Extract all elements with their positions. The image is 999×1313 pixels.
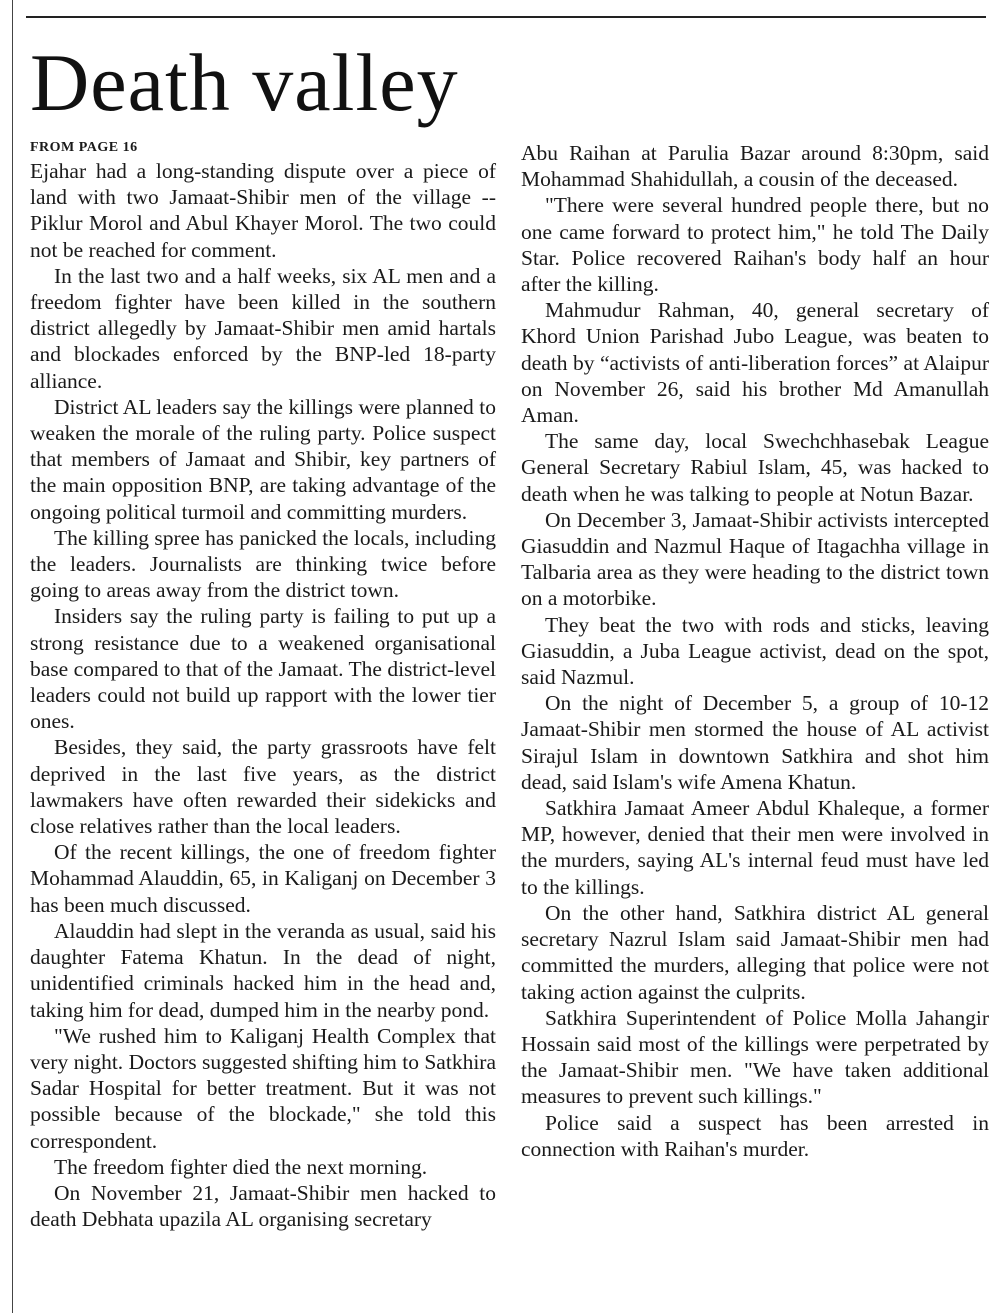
paragraph: "We rushed him to Kaliganj Health Complex that very night. Doctors suggested shifting him to Satkhira Sadar Hospital for better treatment. But it was not possible because of the blockade," she told this correspondent. <box>30 1023 496 1153</box>
paragraph: Mahmudur Rahman, 40, general secretary of Khord Union Parishad Jubo League, was beaten to death by “activists of anti-liberation forces” at Alaipur on November 26, said his brother Md Amanullah Aman. <box>521 298 989 428</box>
headline: Death valley <box>30 37 459 128</box>
paragraph: Besides, they said, the party grassroots have felt deprived in the last five years, as the district lawmakers have often rewarded their sidekicks and close relatives rather than the local leaders. <box>30 735 496 839</box>
article-column-left <box>30 138 496 1232</box>
paragraph: On the night of December 5, a group of 10-12 Jamaat-Shibir men stormed the house of AL activist Sirajul Islam in downtown Satkhira and shot him dead, said Islam's wife Amena Khatun. <box>521 691 989 794</box>
paragraph: District AL leaders say the killings were planned to weaken the morale of the ruling party. Police suspect that members of Jamaat and Shibir, key partners of the main opposition BNP, are taking advantage of the ongoing political turmoil and committing murders. <box>30 394 496 524</box>
paragraph: On December 3, Jamaat-Shibir activists intercepted Giasuddin and Nazmul Haque of Itagachha village in Talbaria area as they were heading to the district town on a motorbike. <box>521 507 989 611</box>
paragraph: The same day, local Swechchhasebak League General Secretary Rabiul Islam, 45, was hacked to death when he was talking to people at Notun Bazar. <box>521 429 989 506</box>
paragraph: Satkhira Superintendent of Police Molla Jahangir Hossain said most of the killings were perpetrated by the Jamaat-Shibir men. "We have taken additional measures to prevent such killings." <box>521 1005 989 1109</box>
top-rule <box>26 16 986 18</box>
paragraph: Of the recent killings, the one of freedom fighter Mohammad Alauddin, 65, in Kaliganj on December 3 has been much discussed. <box>30 840 496 917</box>
paragraph: On the other hand, Satkhira district AL general secretary Nazrul Islam said Jamaat-Shibir men had committed the murders, alleging that police were not taking action against the culprits. <box>521 900 989 1004</box>
paragraph: Alauddin had slept in the veranda as usual, said his daughter Fatema Khatun. In the dead of night, unidentified criminals hacked him in the head and, taking him for dead, dumped him in the nearby pond. <box>30 918 496 1022</box>
dateline: FROM PAGE 16 <box>30 140 138 155</box>
paragraph: On November 21, Jamaat-Shibir men hacked to death Debhata upazila AL organising secretary <box>30 1180 496 1232</box>
article-column-right <box>521 140 989 1162</box>
paragraph: Ejahar had a long-standing dispute over a piece of land with two Jamaat-Shibir men of the village -- Piklur Morol and Abul Khayer Morol. The two could not be reached for comment. <box>30 159 496 262</box>
paragraph: "There were several hundred people there, but no one came forward to protect him," he told The Daily Star. Police recovered Raihan's body half an hour after the killing. <box>521 193 989 297</box>
paragraph: Police said a suspect has been arrested in connection with Raihan's murder. <box>521 1110 989 1161</box>
paragraph: Insiders say the ruling party is failing to put up a strong resistance due to a weakened organisational base compared to that of the Jamaat. The district-level leaders could not build up rapport with the lower tier ones. <box>30 604 496 734</box>
paragraph: In the last two and a half weeks, six AL men and a freedom fighter have been killed in the southern district allegedly by Jamaat-Shibir men amid hartals and blockades enforced by the BNP-led 18-party alliance. <box>30 263 496 393</box>
paragraph: Satkhira Jamaat Ameer Abdul Khaleque, a former MP, however, denied that their men were involved in the murders, saying AL's internal feud must have led to the killings. <box>521 796 989 899</box>
paragraph: The killing spree has panicked the locals, including the leaders. Journalists are thinking twice before going to areas away from the district town. <box>30 525 496 603</box>
paragraph: They beat the two with rods and sticks, leaving Giasuddin, a Juba League activist, dead on the spot, said Nazmul. <box>521 612 989 690</box>
adjacent-column-rule <box>12 0 13 1313</box>
paragraph: Abu Raihan at Parulia Bazar around 8:30pm, said Mohammad Shahidullah, a cousin of the deceased. <box>521 141 989 192</box>
paragraph: The freedom fighter died the next morning. <box>54 1154 428 1179</box>
